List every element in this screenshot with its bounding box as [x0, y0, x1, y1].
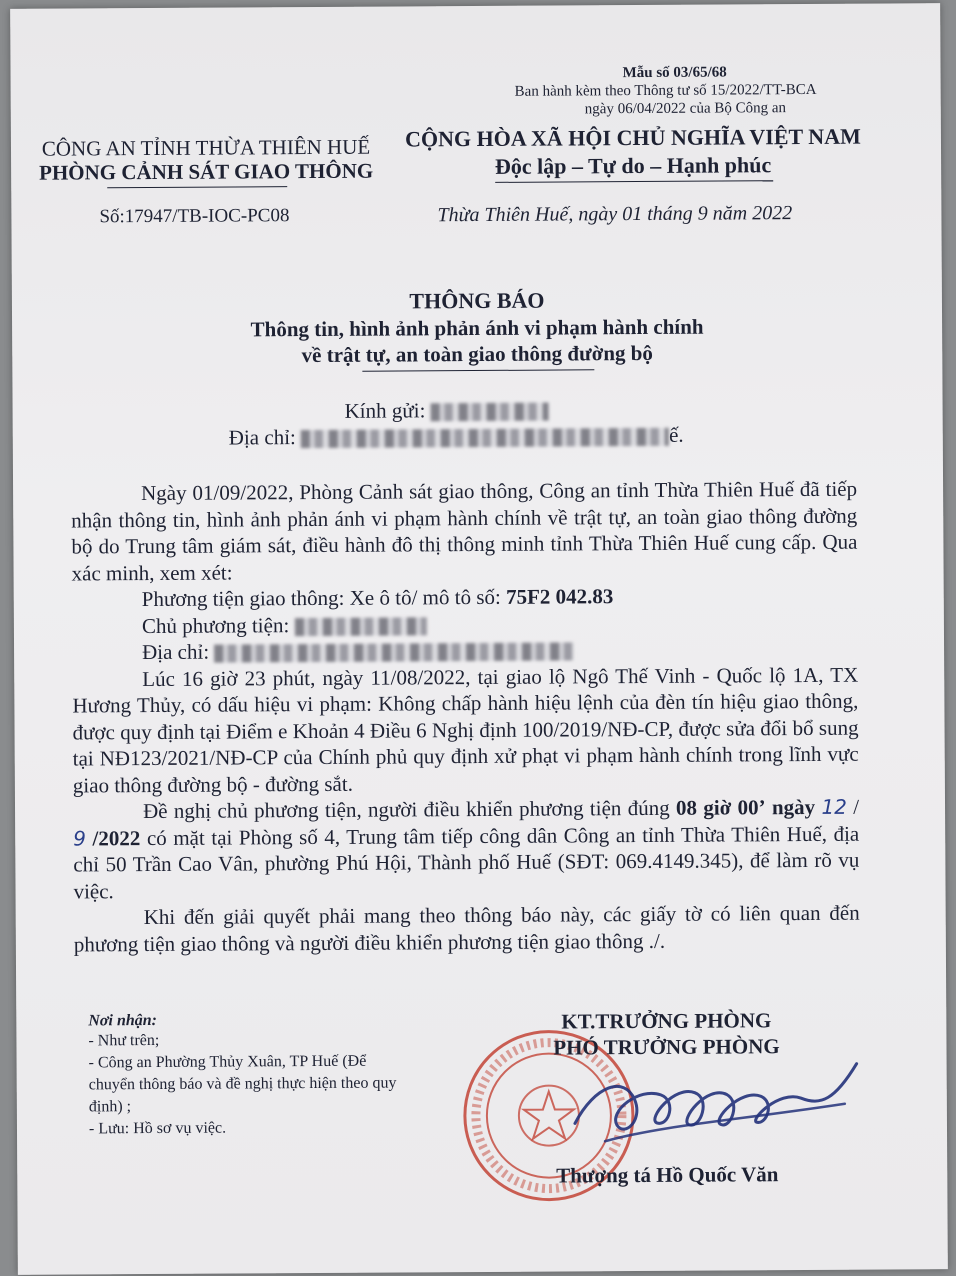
- summons-year: /2022: [92, 825, 141, 850]
- address-ending: ế.: [668, 422, 684, 447]
- summons-day-handwritten: 12: [821, 794, 847, 819]
- signer-title-1: KT.TRƯỞNG PHÒNG: [561, 1008, 772, 1034]
- agency-department: PHÒNG CẢNH SÁT GIAO THÔNG: [39, 158, 374, 185]
- to-label: Kính gửi:: [344, 398, 426, 423]
- vehicle-plate: 75F2 042.83: [505, 584, 614, 609]
- recipients-item-5: - Lưu: Hồ sơ vụ việc.: [88, 1119, 227, 1138]
- motto-underline: [495, 180, 773, 183]
- summons-text-b: có mặt tại Phòng số 4, Trung tâm tiếp công dân Công an tỉnh Thừa Thiên Huế, địa chỉ 50 Trần Cao Vân, phường Phú Hội, Thành phố Huế (SĐT: 069.4149.345), để làm rõ vụ việc.: [73, 821, 860, 903]
- redacted-owner-address: [214, 643, 574, 663]
- nation-motto: Độc lập – Tự do – Hạnh phúc: [494, 152, 772, 179]
- paragraph-summons: [73, 794, 860, 905]
- place-and-date: Thừa Thiên Huế, ngày 01 tháng 9 năm 2022: [437, 202, 793, 227]
- document-page: [10, 3, 948, 1275]
- recipient-line: [345, 398, 549, 424]
- summons-text-a: Đề nghị chủ phương tiện, người điều khiển phương tiện đúng: [142, 795, 670, 824]
- summons-month-handwritten: 9: [73, 825, 87, 850]
- handwritten-signature-icon: [564, 1044, 865, 1156]
- owner-address-label: Địa chỉ:: [142, 639, 210, 665]
- title-underline: [362, 369, 594, 371]
- summons-date-slash: /: [853, 794, 860, 819]
- signer-name: Thượng tá Hồ Quốc Văn: [556, 1162, 779, 1188]
- summons-time: 08 giờ 00’: [675, 795, 766, 820]
- summons-day-label: ngày: [771, 794, 816, 820]
- vehicle-label: Phương tiện giao thông: Xe ô tô/ mô tô số:: [141, 584, 501, 612]
- document-title: THÔNG BÁO: [409, 287, 545, 314]
- form-issued-line1: Ban hành kèm theo Thông tư số 15/2022/TT-BCA: [514, 81, 817, 100]
- agency-name: CÔNG AN TỈNH THỪA THIÊN HUẾ: [41, 134, 371, 161]
- body-text: [71, 476, 860, 958]
- signer-title-2: PHÓ TRƯỞNG PHÒNG: [553, 1034, 780, 1060]
- redacted-owner: [294, 617, 426, 636]
- recipients-item-2: - Công an Phường Thủy Xuân, TP Huế (Để: [88, 1052, 367, 1072]
- paragraph-closing: Khi đến giải quyết phải mang theo thông báo này, các giấy tờ có liên quan đến phương tiện giao thông và người điều khiển phương tiện giao thông ./.: [73, 900, 860, 956]
- redacted-address: [301, 428, 669, 448]
- document-subtitle-1: Thông tin, hình ảnh phản ánh vi phạm hành chính: [250, 314, 704, 342]
- agency-underline: [107, 186, 287, 188]
- form-number: Mẫu số 03/65/68: [622, 64, 727, 82]
- recipient-address-line: [229, 423, 684, 451]
- document-number: Số:17947/TB-IOC-PC08: [99, 205, 290, 228]
- paragraph-intro: Ngày 01/09/2022, Phòng Cảnh sát giao thông, Công an tỉnh Thừa Thiên Huế đã tiếp nhận thông tin, hình ảnh phản ánh vi phạm hành chính về trật tự, an toàn giao thông đường bộ do Trung tâm giám sát, điều hành đô thị thông minh tỉnh Thừa Thiên Huế cung cấp. Qua xác minh, xem xét:: [71, 476, 858, 585]
- owner-label: Chủ phương tiện:: [141, 612, 290, 638]
- form-issued-line2: ngày 06/04/2022 của Bộ Công an: [584, 100, 787, 118]
- recipients-heading: Nơi nhận:: [88, 1011, 157, 1030]
- recipients-item-3: chuyển thông báo và đề nghị thực hiện theo quy: [88, 1074, 397, 1094]
- address-label: Địa chỉ:: [228, 425, 296, 450]
- nation-title: CỘNG HÒA XÃ HỘI CHỦ NGHĨA VIỆT NAM: [404, 123, 861, 152]
- paragraph-violation: Lúc 16 giờ 23 phút, ngày 11/08/2022, tại giao lộ Ngô Thế Vinh - Quốc lộ 1A, TX Hương Thủy, có dấu hiệu vi phạm: Không chấp hành hiệu lệnh của đèn tín hiệu giao thông, được quy định tại Điểm e Khoản 4 Điều 6 Nghị định 100/2019/NĐ-CP, được sửa đổi bổ sung tại NĐ123/2021/NĐ-CP của Chính phủ quy định xử phạt vi phạm hành chính trong lĩnh vực giao thông đường bộ - đường sắt.: [72, 662, 859, 797]
- recipients-item-1: - Như trên;: [88, 1031, 160, 1050]
- redacted-recipient: [431, 403, 549, 422]
- recipients-item-4: định) ;: [88, 1098, 132, 1116]
- document-subtitle-2: về trật tự, an toàn giao thông đường bộ: [301, 340, 653, 368]
